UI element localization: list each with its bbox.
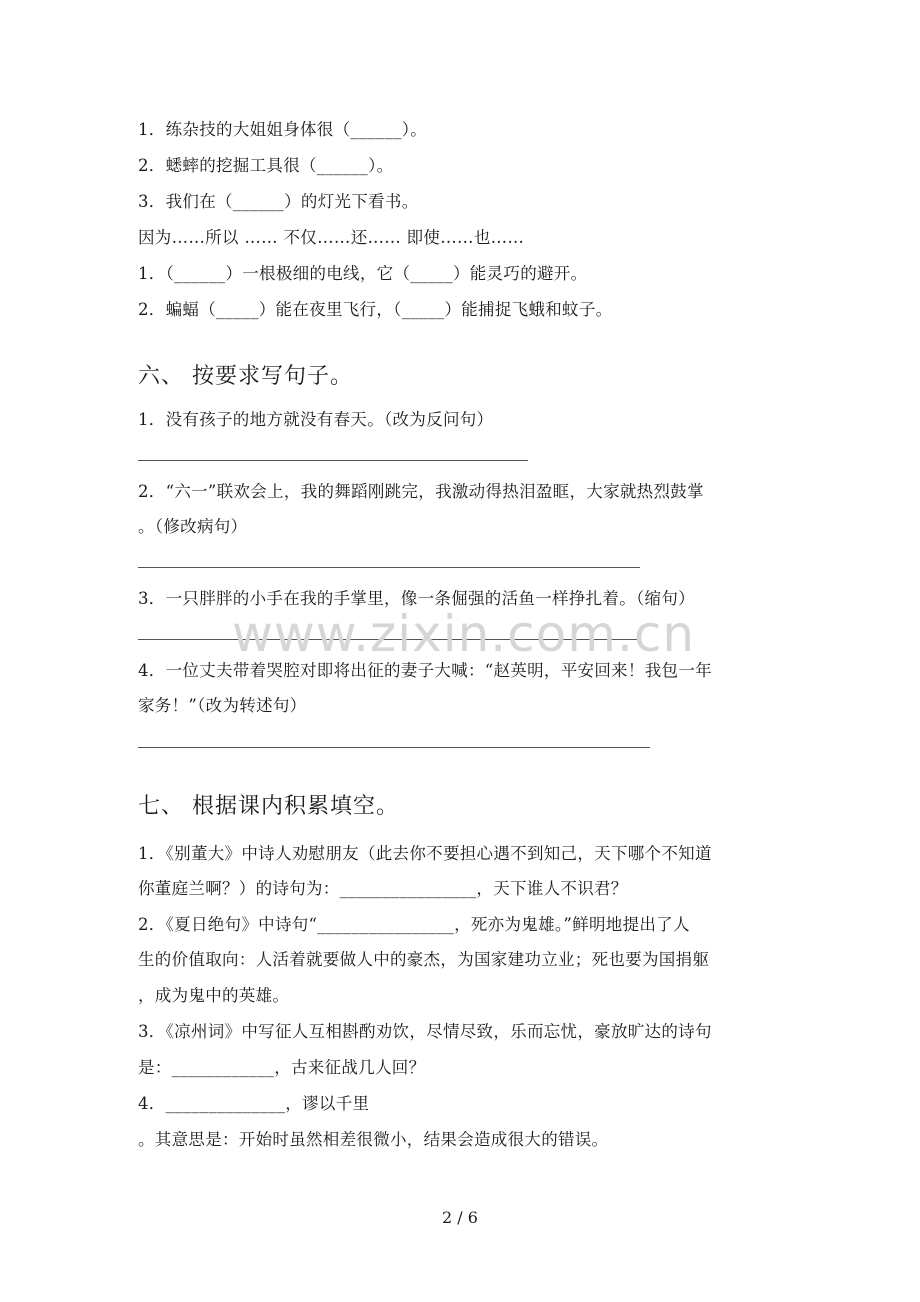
section-7-question-1-cont: 你董庭兰啊？）的诗句为：________________，天下谁人不识君？: [138, 879, 628, 898]
section-6-question-4: 4．一位丈夫带着哭腔对即将出征的妻子大喊：“赵英明，平安回来！我包一年: [138, 661, 712, 680]
watermark: www.zixin.com.cn: [232, 605, 696, 663]
conjunction-blank-line-2: 2．蝙蝠（_____）能在夜里飞行，（_____）能捕捉飞蛾和蚊子。: [138, 300, 613, 319]
section-6-question-3: 3．一只胖胖的小手在我的手掌里，像一条倔强的活鱼一样挣扎着。（缩句）: [138, 589, 695, 608]
fill-blank-line-1: 1．练杂技的大姐姐身体很（______）。: [138, 120, 428, 139]
section-7-question-3: 3．《凉州词》中写征人互相斟酌劝饮，尽情尽致，乐而忘忧，豪放旷达的诗句: [138, 1022, 712, 1041]
section-7-question-4-cont: 。其意思是：开始时虽然相差很微小，结果会造成很大的错误。: [138, 1130, 609, 1149]
section-7-question-2: 2．《夏日绝句》中诗句“________________，死亦为鬼雄。”鲜明地提出了人: [138, 915, 690, 934]
fill-blank-line-3: 3．我们在（______）的灯光下看书。: [138, 192, 419, 211]
section-6-question-1: 1．没有孩子的地方就没有春天。（改为反问句）: [138, 410, 494, 429]
section-7-question-2-cont: 生的价值取向：人活着就要做人中的豪杰，为国家建功立业；死也要为国捐躯: [138, 950, 710, 969]
section-6-heading: 六、 按要求写句子。: [138, 364, 353, 389]
conjunction-blank-line-1: 1．（______）一根极细的电线，它（_____）能灵巧的避开。: [138, 264, 588, 283]
section-6-question-2-cont: 。（修改病句）: [138, 517, 248, 536]
fill-blank-line-2: 2．蟋蟀的挖掘工具很（______）。: [138, 156, 394, 175]
section-7-question-4: 4．______________，谬以千里: [138, 1094, 370, 1113]
answer-line[interactable]: [138, 567, 640, 568]
section-6-question-2: 2．“六一”联欢会上，我的舞蹈刚跳完，我激动得热泪盈眶，大家就热烈鼓掌: [138, 482, 704, 501]
section-7-question-3-cont: 是：____________，古来征战几人回？: [138, 1058, 426, 1077]
section-7-question-1: 1．《别董大》中诗人劝慰朋友（此去你不要担心遇不到知己，天下哪个不知道: [138, 844, 712, 863]
conjunction-options: 因为……所以 …… 不仅……还…… 即使……也……: [138, 228, 525, 247]
answer-line[interactable]: [138, 747, 650, 748]
section-7-heading: 七、 根据课内积累填空。: [138, 794, 399, 819]
section-7-question-2-cont2: ，成为鬼中的英雄。: [138, 986, 290, 1005]
answer-line[interactable]: [138, 460, 528, 461]
page-number: 2 / 6: [442, 1208, 478, 1227]
section-6-question-4-cont: 家务！”（改为转述句）: [138, 696, 307, 715]
